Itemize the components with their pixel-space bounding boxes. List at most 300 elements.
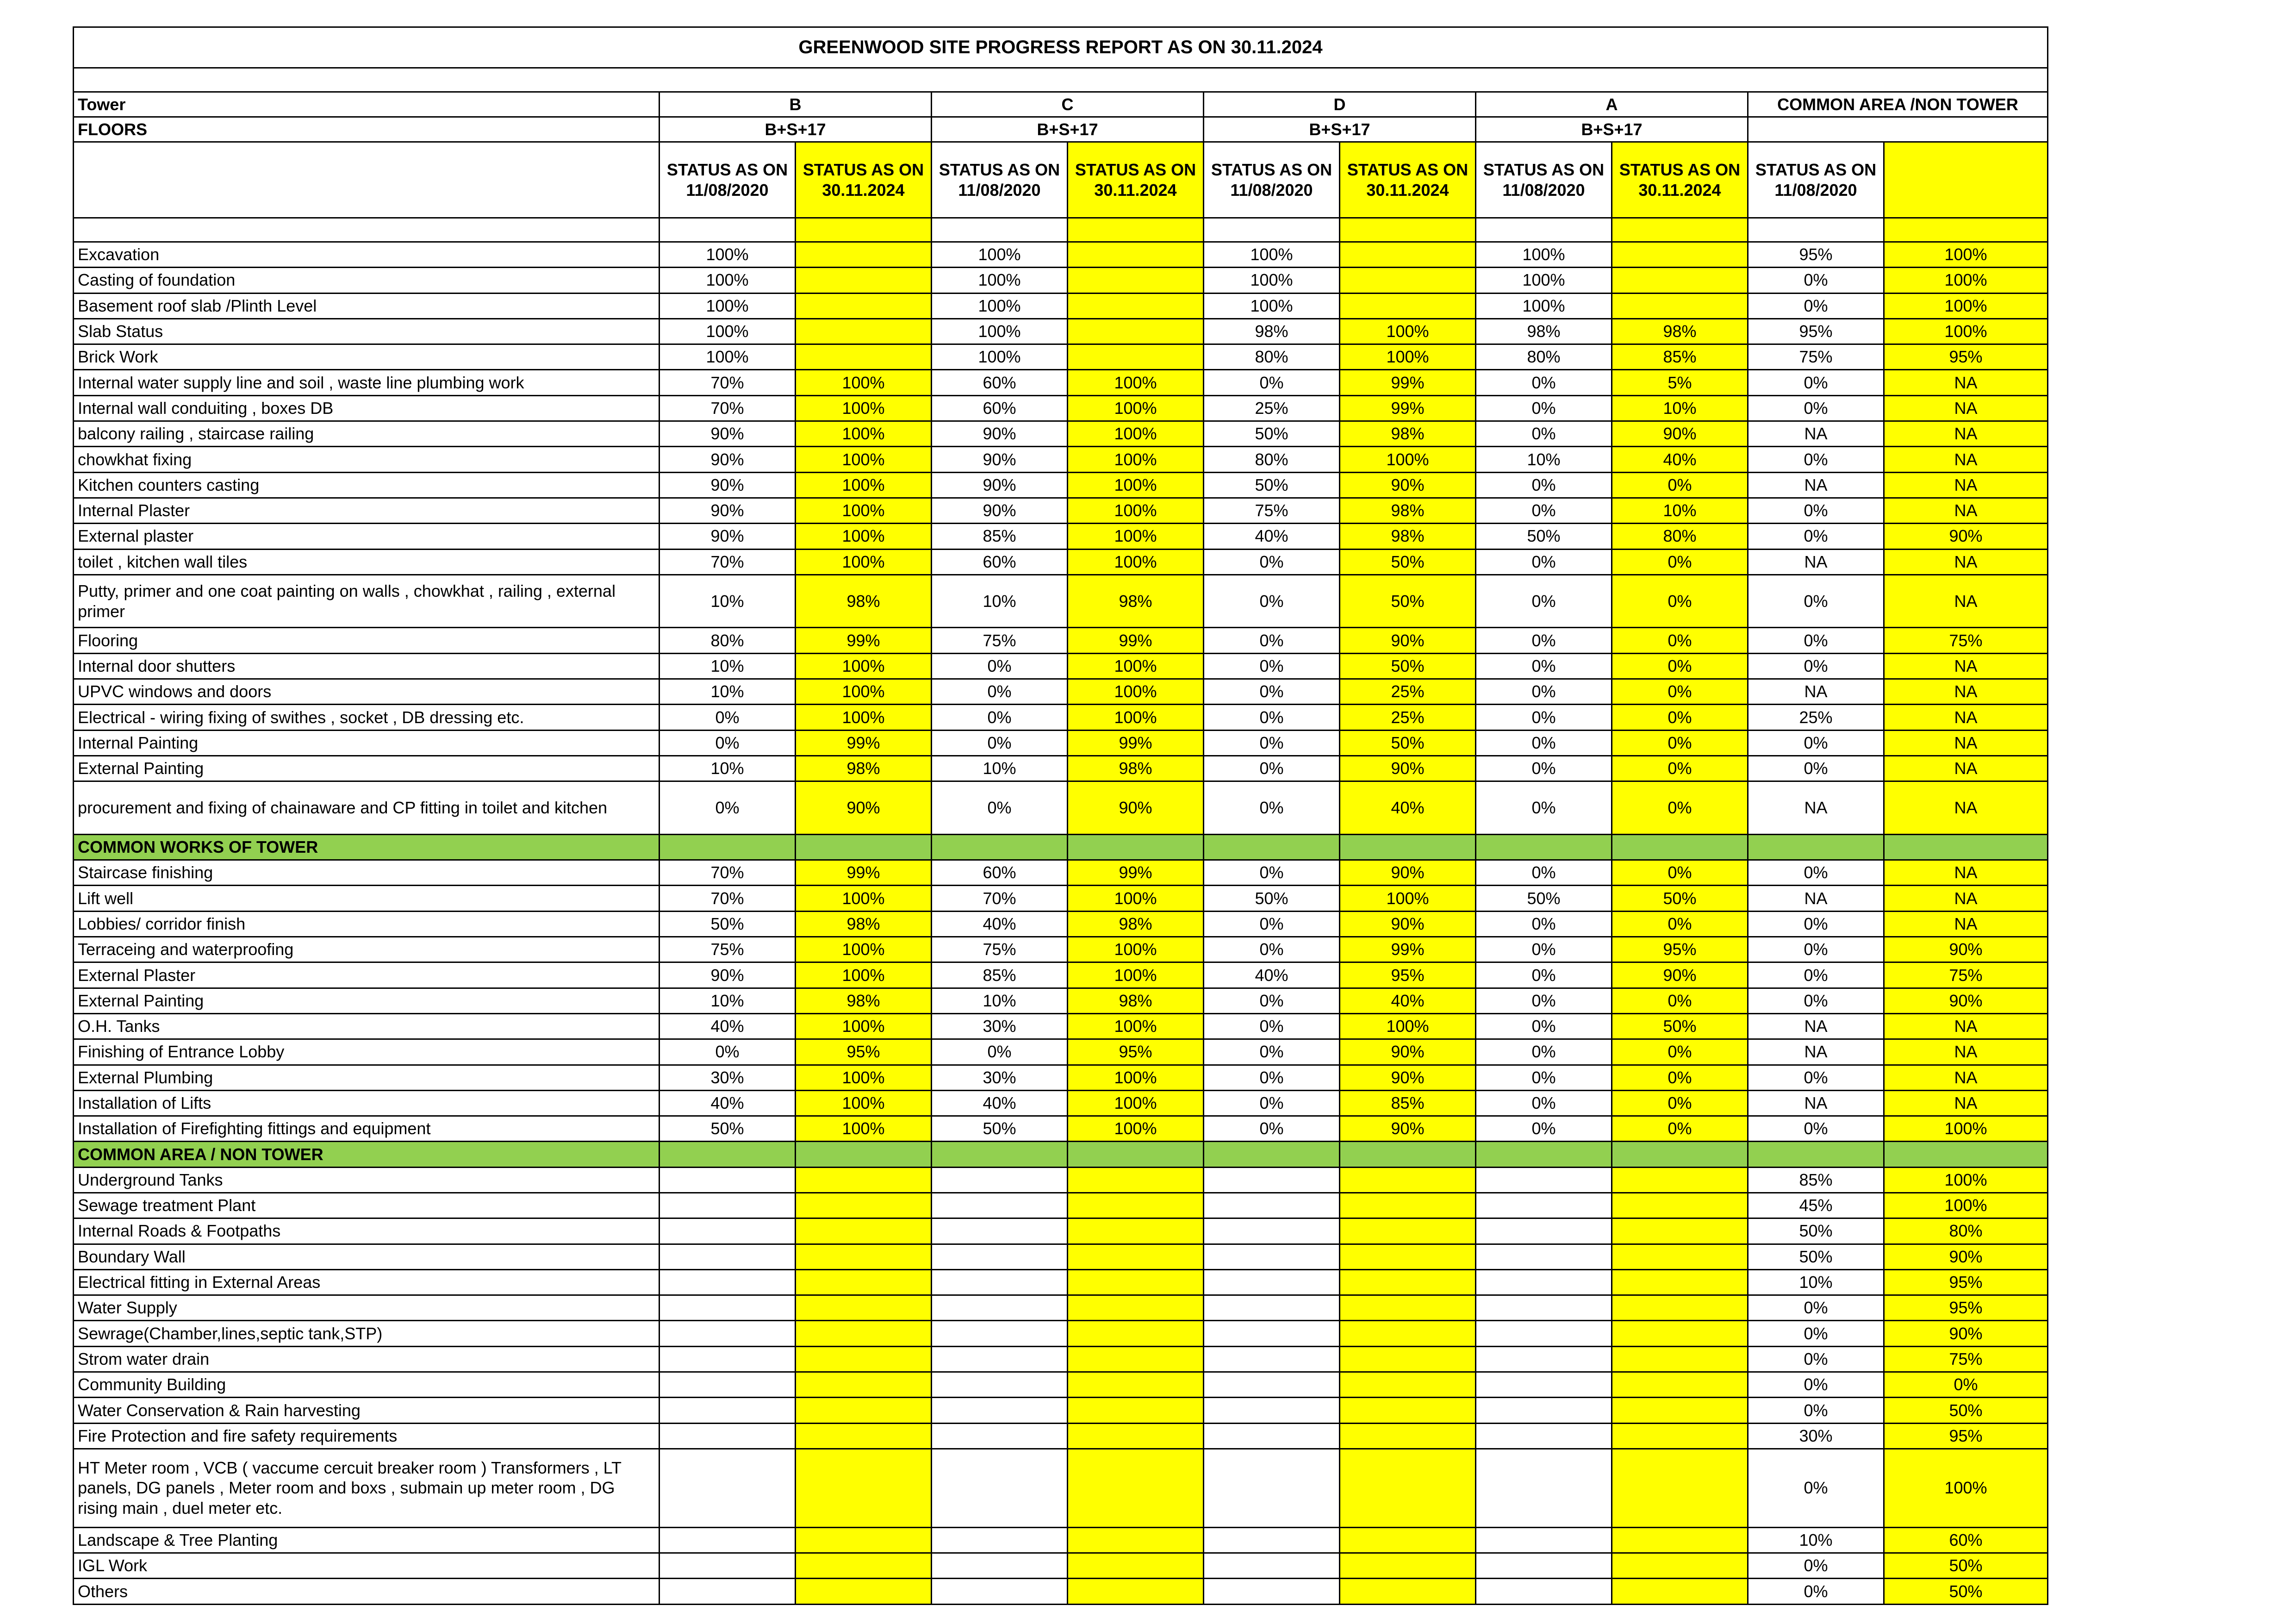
status-old-cell: 0% xyxy=(1204,1090,1340,1116)
status-old-cell: 0% xyxy=(1748,756,1884,781)
status-new-cell: 100% xyxy=(1884,293,2048,319)
status-new-cell: 100% xyxy=(1068,886,1204,911)
status-new-cell xyxy=(796,1295,932,1321)
status-old-cell: NA xyxy=(1748,1090,1884,1116)
status-new-cell: 40% xyxy=(1340,988,1476,1013)
status-old-cell: 100% xyxy=(932,293,1068,319)
activity-label: External Plumbing xyxy=(74,1065,660,1090)
status-new-cell: 98% xyxy=(1068,756,1204,781)
section-title: COMMON AREA / NON TOWER xyxy=(74,1142,660,1167)
status-new-cell: 100% xyxy=(796,421,932,447)
status-new-cell xyxy=(1612,1218,1748,1244)
status-new-cell xyxy=(1068,1244,1204,1269)
status-old-cell xyxy=(660,1579,796,1604)
status-old-cell xyxy=(1476,1295,1612,1321)
status-new-cell: NA xyxy=(1884,395,2048,421)
status-new-cell: 0% xyxy=(1612,575,1748,628)
status-old-cell: 50% xyxy=(1748,1244,1884,1269)
status-new-cell xyxy=(796,1321,932,1346)
status-new-cell: 90% xyxy=(1340,1116,1476,1142)
status-old-cell: 0% xyxy=(1476,653,1612,679)
table-row xyxy=(74,730,2048,756)
status-old-cell: 0% xyxy=(1476,1039,1612,1065)
status-old-cell xyxy=(660,1295,796,1321)
status-old-cell: 0% xyxy=(1204,781,1340,835)
status-new-cell: NA xyxy=(1884,421,2048,447)
status-old-cell: 85% xyxy=(932,962,1068,988)
status-old-cell: 0% xyxy=(1748,653,1884,679)
activity-label: Slab Status xyxy=(74,319,660,344)
status-new-cell xyxy=(1612,1321,1748,1346)
status-new-cell xyxy=(1068,1346,1204,1372)
tower-a-header: A xyxy=(1476,92,1748,117)
status-old-cell: 85% xyxy=(932,524,1068,549)
status-old-cell: 90% xyxy=(932,421,1068,447)
table-row xyxy=(74,421,2048,447)
status-old-cell xyxy=(1476,1398,1612,1423)
status-old-cell: 0% xyxy=(1476,911,1612,937)
status-new-cell: 100% xyxy=(1068,524,1204,549)
tower-c-header: C xyxy=(932,92,1204,117)
status-new-cell xyxy=(796,1346,932,1372)
status-new-cell: 100% xyxy=(1068,1116,1204,1142)
tower-label: Tower xyxy=(74,92,660,117)
status-new-cell: NA xyxy=(1884,370,2048,395)
status-new-cell xyxy=(796,242,932,268)
status-new-cell xyxy=(1340,1398,1476,1423)
status-old-cell: NA xyxy=(1748,1013,1884,1039)
status-old-cell xyxy=(1476,1244,1612,1269)
status-old-cell xyxy=(1476,1321,1612,1346)
status-new-cell: 5% xyxy=(1612,370,1748,395)
status-old-cell xyxy=(1476,1423,1612,1449)
status-new-cell: 0% xyxy=(1612,679,1748,705)
status-new-cell: 100% xyxy=(796,886,932,911)
status-new-header: STATUS AS ON 30.11.2024 xyxy=(1340,142,1476,218)
status-old-cell: 0% xyxy=(1748,524,1884,549)
status-old-cell: 0% xyxy=(1204,756,1340,781)
status-old-cell: 90% xyxy=(932,498,1068,523)
table-row xyxy=(74,937,2048,962)
status-new-cell xyxy=(1068,1579,1204,1604)
table-row xyxy=(74,1116,2048,1142)
status-old-cell xyxy=(1204,1579,1340,1604)
status-new-cell: 0% xyxy=(1612,1090,1748,1116)
status-new-cell: 0% xyxy=(1884,1372,2048,1398)
status-old-cell xyxy=(1476,1372,1612,1398)
status-old-cell xyxy=(932,1423,1068,1449)
status-new-cell: 25% xyxy=(1340,705,1476,730)
status-new-cell xyxy=(1340,268,1476,293)
status-new-cell xyxy=(1340,1372,1476,1398)
status-old-cell: 75% xyxy=(660,937,796,962)
table-row xyxy=(74,1065,2048,1090)
activity-label: Kitchen counters casting xyxy=(74,472,660,498)
status-new-cell: 100% xyxy=(796,549,932,575)
table-row xyxy=(74,395,2048,421)
activity-label: Others xyxy=(74,1579,660,1604)
status-new-cell: 100% xyxy=(1068,705,1204,730)
status-old-cell xyxy=(1204,1269,1340,1295)
status-old-cell: 0% xyxy=(1476,1013,1612,1039)
status-old-cell xyxy=(932,1579,1068,1604)
status-old-cell xyxy=(1204,1167,1340,1193)
status-old-cell: 0% xyxy=(1476,370,1612,395)
status-new-cell: NA xyxy=(1884,781,2048,835)
status-new-cell: 100% xyxy=(1068,1065,1204,1090)
status-new-cell xyxy=(1340,242,1476,268)
status-old-cell: 90% xyxy=(932,472,1068,498)
status-new-cell: 98% xyxy=(796,756,932,781)
status-new-cell xyxy=(1068,1218,1204,1244)
table-row xyxy=(74,1449,2048,1527)
status-old-cell: 0% xyxy=(1476,472,1612,498)
status-new-cell xyxy=(1612,1398,1748,1423)
status-old-cell xyxy=(1204,1423,1340,1449)
table-row xyxy=(74,1527,2048,1553)
status-new-cell: 90% xyxy=(1612,962,1748,988)
activity-label: Putty, primer and one coat painting on walls , chowkhat , railing , external primer xyxy=(74,575,660,628)
status-old-cell: 60% xyxy=(932,370,1068,395)
status-old-cell xyxy=(1476,1193,1612,1218)
status-new-cell xyxy=(1612,1553,1748,1579)
status-new-cell: 50% xyxy=(1612,1013,1748,1039)
status-old-cell: 100% xyxy=(1476,293,1612,319)
status-old-cell: 0% xyxy=(1476,988,1612,1013)
status-old-cell: 80% xyxy=(1204,447,1340,472)
status-old-cell: 90% xyxy=(660,962,796,988)
table-row xyxy=(74,679,2048,705)
status-old-cell xyxy=(660,1346,796,1372)
status-old-cell: 10% xyxy=(660,575,796,628)
table-row xyxy=(74,344,2048,370)
status-header-row xyxy=(74,142,2048,218)
status-old-cell: NA xyxy=(1748,679,1884,705)
status-new-cell xyxy=(1068,293,1204,319)
status-old-cell: 0% xyxy=(1748,860,1884,886)
status-old-cell xyxy=(1476,1449,1612,1527)
status-old-cell: 0% xyxy=(1748,395,1884,421)
table-row xyxy=(74,1244,2048,1269)
status-old-cell: 0% xyxy=(660,705,796,730)
status-new-cell: 100% xyxy=(796,472,932,498)
status-new-cell: 98% xyxy=(796,911,932,937)
status-new-cell xyxy=(796,1398,932,1423)
status-old-cell: 0% xyxy=(1748,498,1884,523)
status-old-cell: 70% xyxy=(660,549,796,575)
status-old-cell: 70% xyxy=(660,370,796,395)
status-new-cell: 90% xyxy=(1884,1244,2048,1269)
status-new-cell: 80% xyxy=(1612,524,1748,549)
tower-d-header: D xyxy=(1204,92,1476,117)
status-old-cell xyxy=(932,1193,1068,1218)
status-new-cell: 0% xyxy=(1612,628,1748,653)
status-old-cell: 0% xyxy=(1476,421,1612,447)
status-old-cell: 0% xyxy=(1748,1449,1884,1527)
status-new-cell xyxy=(1612,1423,1748,1449)
activity-label: Brick Work xyxy=(74,344,660,370)
table-row xyxy=(74,268,2048,293)
status-old-cell: 95% xyxy=(1748,319,1884,344)
status-new-cell: 90% xyxy=(1340,911,1476,937)
status-old-cell: 100% xyxy=(1476,242,1612,268)
status-old-cell xyxy=(1204,1321,1340,1346)
table-row xyxy=(74,1372,2048,1398)
activity-label: External Painting xyxy=(74,756,660,781)
status-old-cell xyxy=(1204,1449,1340,1527)
status-old-cell xyxy=(932,1553,1068,1579)
status-old-cell xyxy=(932,1527,1068,1553)
status-new-cell: 98% xyxy=(1340,524,1476,549)
activity-label: Water Conservation & Rain harvesting xyxy=(74,1398,660,1423)
status-old-cell: 90% xyxy=(660,421,796,447)
table-row xyxy=(74,1346,2048,1372)
status-new-cell xyxy=(1612,242,1748,268)
status-old-cell: 0% xyxy=(1204,628,1340,653)
status-old-cell: 75% xyxy=(932,937,1068,962)
status-new-cell: 99% xyxy=(1068,860,1204,886)
status-new-cell: 90% xyxy=(1340,1065,1476,1090)
status-new-cell: 100% xyxy=(796,1013,932,1039)
status-old-cell: 100% xyxy=(660,293,796,319)
status-new-cell: 40% xyxy=(1612,447,1748,472)
status-old-cell: 0% xyxy=(932,679,1068,705)
title-row xyxy=(74,27,2048,68)
status-new-cell: 10% xyxy=(1612,498,1748,523)
status-new-cell xyxy=(1068,344,1204,370)
section-header-row xyxy=(74,1142,2048,1167)
table-row xyxy=(74,1423,2048,1449)
status-old-cell xyxy=(932,1269,1068,1295)
status-new-cell: 95% xyxy=(1884,1269,2048,1295)
status-new-cell: 99% xyxy=(1340,370,1476,395)
status-old-cell: 50% xyxy=(1476,524,1612,549)
status-new-cell: 90% xyxy=(1340,472,1476,498)
status-old-cell: 0% xyxy=(660,1039,796,1065)
status-old-cell: 30% xyxy=(1748,1423,1884,1449)
status-new-cell: 0% xyxy=(1612,472,1748,498)
status-new-cell: 100% xyxy=(1068,679,1204,705)
status-new-cell: 0% xyxy=(1612,781,1748,835)
activity-label: toilet , kitchen wall tiles xyxy=(74,549,660,575)
status-old-cell: 60% xyxy=(932,549,1068,575)
status-old-cell: 30% xyxy=(660,1065,796,1090)
status-old-cell: 70% xyxy=(660,860,796,886)
status-new-cell: 99% xyxy=(796,730,932,756)
status-new-cell: 100% xyxy=(1068,653,1204,679)
status-old-cell: 0% xyxy=(1476,575,1612,628)
tower-b-header: B xyxy=(660,92,932,117)
status-new-cell: 75% xyxy=(1884,962,2048,988)
status-new-cell: 90% xyxy=(1884,1321,2048,1346)
status-new-cell: 90% xyxy=(1884,524,2048,549)
table-row xyxy=(74,653,2048,679)
status-old-cell: 0% xyxy=(1748,1295,1884,1321)
status-new-cell xyxy=(1068,1423,1204,1449)
activity-label: Internal Painting xyxy=(74,730,660,756)
status-new-cell: 85% xyxy=(1340,1090,1476,1116)
tower-b-floors: B+S+17 xyxy=(660,117,932,142)
status-new-cell xyxy=(796,1372,932,1398)
floors-label: FLOORS xyxy=(74,117,660,142)
status-new-cell: 90% xyxy=(1340,1039,1476,1065)
status-old-cell: 0% xyxy=(1204,1116,1340,1142)
status-old-cell xyxy=(932,1398,1068,1423)
activity-label: O.H. Tanks xyxy=(74,1013,660,1039)
status-new-cell xyxy=(796,319,932,344)
status-new-cell xyxy=(1612,1579,1748,1604)
status-new-cell: 100% xyxy=(796,653,932,679)
status-old-cell xyxy=(1476,1579,1612,1604)
status-old-cell: 0% xyxy=(1748,1321,1884,1346)
tower-c-floors: B+S+17 xyxy=(932,117,1204,142)
status-new-cell: 60% xyxy=(1884,1527,2048,1553)
status-new-cell: NA xyxy=(1884,498,2048,523)
status-new-cell: NA xyxy=(1884,911,2048,937)
activity-label: Water Supply xyxy=(74,1295,660,1321)
table-row xyxy=(74,319,2048,344)
status-new-cell: 100% xyxy=(1884,1193,2048,1218)
status-new-cell: 100% xyxy=(796,447,932,472)
status-old-header: STATUS AS ON 11/08/2020 xyxy=(932,142,1068,218)
status-new-cell: 0% xyxy=(1612,549,1748,575)
activity-label: balcony railing , staircase railing xyxy=(74,421,660,447)
status-old-cell: 10% xyxy=(1748,1527,1884,1553)
status-new-cell: 100% xyxy=(796,705,932,730)
status-old-cell: 0% xyxy=(1204,988,1340,1013)
status-old-cell: NA xyxy=(1748,549,1884,575)
status-new-cell: 100% xyxy=(1884,1449,2048,1527)
status-new-cell xyxy=(1068,319,1204,344)
status-old-cell xyxy=(660,1193,796,1218)
status-old-cell: 0% xyxy=(660,730,796,756)
status-old-cell xyxy=(932,1372,1068,1398)
activity-label: Community Building xyxy=(74,1372,660,1398)
status-new-cell: NA xyxy=(1884,447,2048,472)
status-new-cell: 98% xyxy=(1068,911,1204,937)
status-old-cell xyxy=(660,1449,796,1527)
status-new-cell xyxy=(1612,268,1748,293)
status-old-cell: 50% xyxy=(1204,421,1340,447)
status-old-cell: 10% xyxy=(1748,1269,1884,1295)
activity-label: Lift well xyxy=(74,886,660,911)
status-old-cell: 40% xyxy=(660,1013,796,1039)
status-old-cell: 60% xyxy=(932,860,1068,886)
status-old-header: STATUS AS ON 11/08/2020 xyxy=(1476,142,1612,218)
status-new-cell xyxy=(1068,1553,1204,1579)
common-area-header: COMMON AREA /NON TOWER xyxy=(1748,92,2048,117)
status-new-cell: 95% xyxy=(1612,937,1748,962)
status-new-cell: 0% xyxy=(1612,756,1748,781)
status-new-cell xyxy=(796,268,932,293)
table-row xyxy=(74,1579,2048,1604)
status-new-cell: 100% xyxy=(1068,395,1204,421)
status-old-cell: NA xyxy=(1748,886,1884,911)
status-old-cell xyxy=(932,1346,1068,1372)
table-row xyxy=(74,705,2048,730)
status-new-cell xyxy=(1612,1527,1748,1553)
status-new-cell: 50% xyxy=(1340,730,1476,756)
status-old-cell xyxy=(932,1295,1068,1321)
status-old-cell: 0% xyxy=(932,781,1068,835)
table-row xyxy=(74,1295,2048,1321)
status-old-cell: 0% xyxy=(1748,730,1884,756)
status-old-cell: 50% xyxy=(1476,886,1612,911)
status-old-cell: 0% xyxy=(1748,1346,1884,1372)
status-old-header: STATUS AS ON 11/08/2020 xyxy=(1204,142,1340,218)
status-old-cell xyxy=(1204,1295,1340,1321)
report-title: GREENWOOD SITE PROGRESS REPORT AS ON 30.11.2024 xyxy=(74,27,2048,68)
status-new-cell: 90% xyxy=(1068,781,1204,835)
status-new-cell: 99% xyxy=(796,628,932,653)
status-new-cell: 0% xyxy=(1612,653,1748,679)
status-old-cell: 75% xyxy=(1748,344,1884,370)
activity-label: Internal Roads & Footpaths xyxy=(74,1218,660,1244)
status-new-cell: 50% xyxy=(1884,1553,2048,1579)
status-new-cell xyxy=(1340,1449,1476,1527)
status-new-cell xyxy=(1340,1346,1476,1372)
status-new-cell xyxy=(796,1423,932,1449)
status-new-cell: 50% xyxy=(1340,549,1476,575)
status-new-cell: NA xyxy=(1884,653,2048,679)
status-new-cell xyxy=(796,1579,932,1604)
status-old-cell: 40% xyxy=(660,1090,796,1116)
status-old-cell: 0% xyxy=(1748,370,1884,395)
status-old-cell: 100% xyxy=(1204,293,1340,319)
status-new-cell: 50% xyxy=(1340,653,1476,679)
status-old-cell: 50% xyxy=(660,911,796,937)
status-new-cell: 0% xyxy=(1612,860,1748,886)
activity-label: Installation of Lifts xyxy=(74,1090,660,1116)
status-new-cell: 100% xyxy=(1340,886,1476,911)
status-new-cell: 90% xyxy=(1340,628,1476,653)
table-row xyxy=(74,242,2048,268)
table-row xyxy=(74,756,2048,781)
status-new-cell: NA xyxy=(1884,549,2048,575)
activity-label: Flooring xyxy=(74,628,660,653)
status-new-cell xyxy=(1612,1244,1748,1269)
status-new-cell: 90% xyxy=(1340,756,1476,781)
status-new-cell xyxy=(1340,1244,1476,1269)
table-row xyxy=(74,472,2048,498)
status-new-cell: 0% xyxy=(1612,730,1748,756)
status-old-cell: 90% xyxy=(660,524,796,549)
status-old-cell xyxy=(660,1398,796,1423)
status-old-cell xyxy=(932,1167,1068,1193)
status-new-cell xyxy=(1612,1193,1748,1218)
status-new-cell xyxy=(1612,1449,1748,1527)
status-old-cell xyxy=(932,1244,1068,1269)
status-old-cell: 70% xyxy=(660,395,796,421)
table-row xyxy=(74,1039,2048,1065)
status-new-cell xyxy=(1340,1193,1476,1218)
status-old-cell xyxy=(1476,1346,1612,1372)
status-old-cell: 0% xyxy=(1204,705,1340,730)
status-new-cell xyxy=(1340,1423,1476,1449)
status-old-cell: NA xyxy=(1748,781,1884,835)
status-old-cell: 0% xyxy=(932,705,1068,730)
status-old-cell: 0% xyxy=(1476,756,1612,781)
status-new-cell: 100% xyxy=(1068,1090,1204,1116)
status-new-cell: 98% xyxy=(1340,421,1476,447)
status-new-cell xyxy=(1612,293,1748,319)
status-new-cell: 90% xyxy=(1884,988,2048,1013)
status-old-cell: 40% xyxy=(932,1090,1068,1116)
status-new-cell: 98% xyxy=(796,988,932,1013)
status-new-cell: 50% xyxy=(1884,1398,2048,1423)
status-old-cell: 98% xyxy=(1204,319,1340,344)
status-old-cell: 10% xyxy=(932,756,1068,781)
